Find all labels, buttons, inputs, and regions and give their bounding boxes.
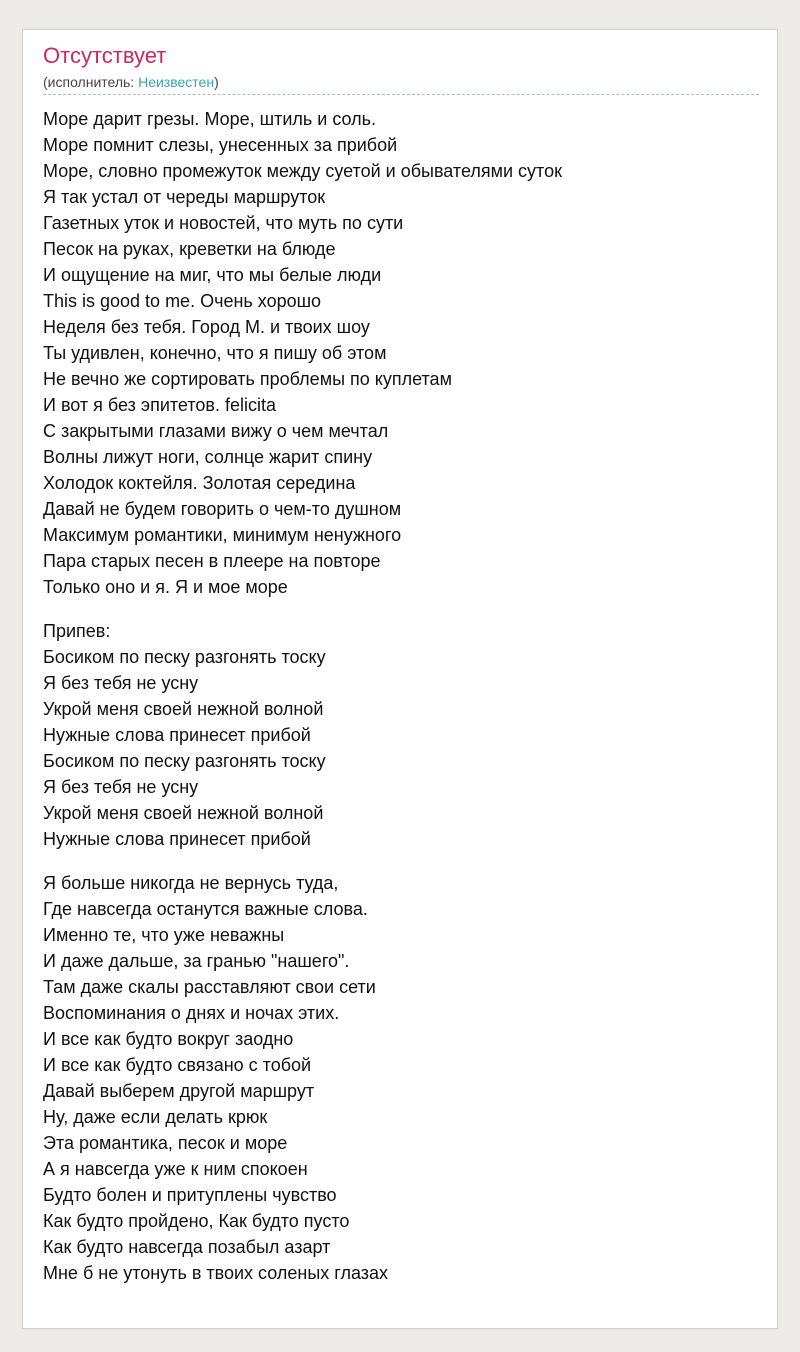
- lyric-line: Только оно и я. Я и мое море: [43, 577, 288, 597]
- lyric-line: Море помнит слезы, унесенных за прибой: [43, 135, 398, 155]
- lyric-line: Именно те, что уже неважны: [43, 925, 285, 945]
- song-title: Отсутствует: [43, 43, 167, 68]
- lyric-line: Я больше никогда не вернусь туда,: [43, 873, 339, 893]
- lyrics-card: [22, 29, 778, 1329]
- lyric-line: Укрой меня своей нежной волной: [43, 803, 324, 823]
- artist-link[interactable]: Неизвестен: [138, 74, 215, 90]
- lyrics-body: [43, 106, 759, 1304]
- lyric-line: Как будто пройдено, Как будто пусто: [43, 1211, 350, 1231]
- lyric-line: Босиком по песку разгонять тоску: [43, 647, 326, 667]
- header-divider: [43, 94, 759, 95]
- lyric-line: Ну, даже если делать крюк: [43, 1107, 268, 1127]
- lyric-line: Неделя без тебя. Город М. и твоих шоу: [43, 317, 370, 337]
- lyric-line: Волны лижут ноги, солнце жарит спину: [43, 447, 373, 467]
- lyric-line: Я без тебя не усну: [43, 777, 199, 797]
- lyrics-stanza: [43, 618, 759, 852]
- lyric-line: И все как будто связано с тобой: [43, 1055, 312, 1075]
- lyric-line: Море дарит грезы. Море, штиль и соль.: [43, 109, 377, 129]
- lyric-line: Я так устал от череды маршруток: [43, 187, 326, 207]
- lyric-line: Будто болен и притуплены чувство: [43, 1185, 337, 1205]
- lyric-line: Нужные слова принесет прибой: [43, 829, 311, 849]
- lyric-line: И вот я без эпитетов. felicita: [43, 395, 276, 415]
- lyric-line: Ты удивлен, конечно, что я пишу об этом: [43, 343, 387, 363]
- lyric-line: Не вечно же сортировать проблемы по куплетам: [43, 369, 452, 389]
- lyric-line: This is good to me. Очень хорошо: [43, 291, 322, 311]
- lyric-line: Я без тебя не усну: [43, 673, 199, 693]
- lyric-line: Там даже скалы расставляют свои сети: [43, 977, 376, 997]
- lyric-line: Нужные слова принесет прибой: [43, 725, 311, 745]
- lyric-line: Воспоминания о днях и ночах этих.: [43, 1003, 340, 1023]
- lyrics-stanza: [43, 870, 759, 1286]
- artist-prefix: (исполнитель:: [43, 74, 139, 90]
- lyric-line: И все как будто вокруг заодно: [43, 1029, 294, 1049]
- lyric-line: Эта романтика, песок и море: [43, 1133, 288, 1153]
- lyric-line: Укрой меня своей нежной волной: [43, 699, 324, 719]
- lyric-line: И даже дальше, за гранью "нашего".: [43, 951, 350, 971]
- lyric-line: Газетных уток и новостей, что муть по сути: [43, 213, 404, 233]
- lyric-line: Холодок коктейля. Золотая середина: [43, 473, 356, 493]
- lyric-line: И ощущение на миг, что мы белые люди: [43, 265, 382, 285]
- lyric-line: Где навсегда останутся важные слова.: [43, 899, 368, 919]
- lyric-line: А я навсегда уже к ним спокоен: [43, 1159, 308, 1179]
- lyric-line: Припев:: [43, 621, 111, 641]
- lyric-line: Максимум романтики, минимум ненужного: [43, 525, 402, 545]
- lyric-line: Море, словно промежуток между суетой и обывателями суток: [43, 161, 562, 181]
- lyric-line: С закрытыми глазами вижу о чем мечтал: [43, 421, 389, 441]
- artist-suffix: ): [214, 74, 219, 90]
- lyric-line: Песок на руках, креветки на блюде: [43, 239, 336, 259]
- lyric-line: Босиком по песку разгонять тоску: [43, 751, 326, 771]
- lyrics-stanza: [43, 106, 759, 600]
- lyric-line: Пара старых песен в плеере на повторе: [43, 551, 381, 571]
- lyric-line: Давай не будем говорить о чем-то душном: [43, 499, 402, 519]
- lyric-line: Мне б не утонуть в твоих соленых глазах: [43, 1263, 389, 1283]
- artist-line: [43, 73, 219, 91]
- lyric-line: Давай выберем другой маршрут: [43, 1081, 315, 1101]
- lyric-line: Как будто навсегда позабыл азарт: [43, 1237, 331, 1257]
